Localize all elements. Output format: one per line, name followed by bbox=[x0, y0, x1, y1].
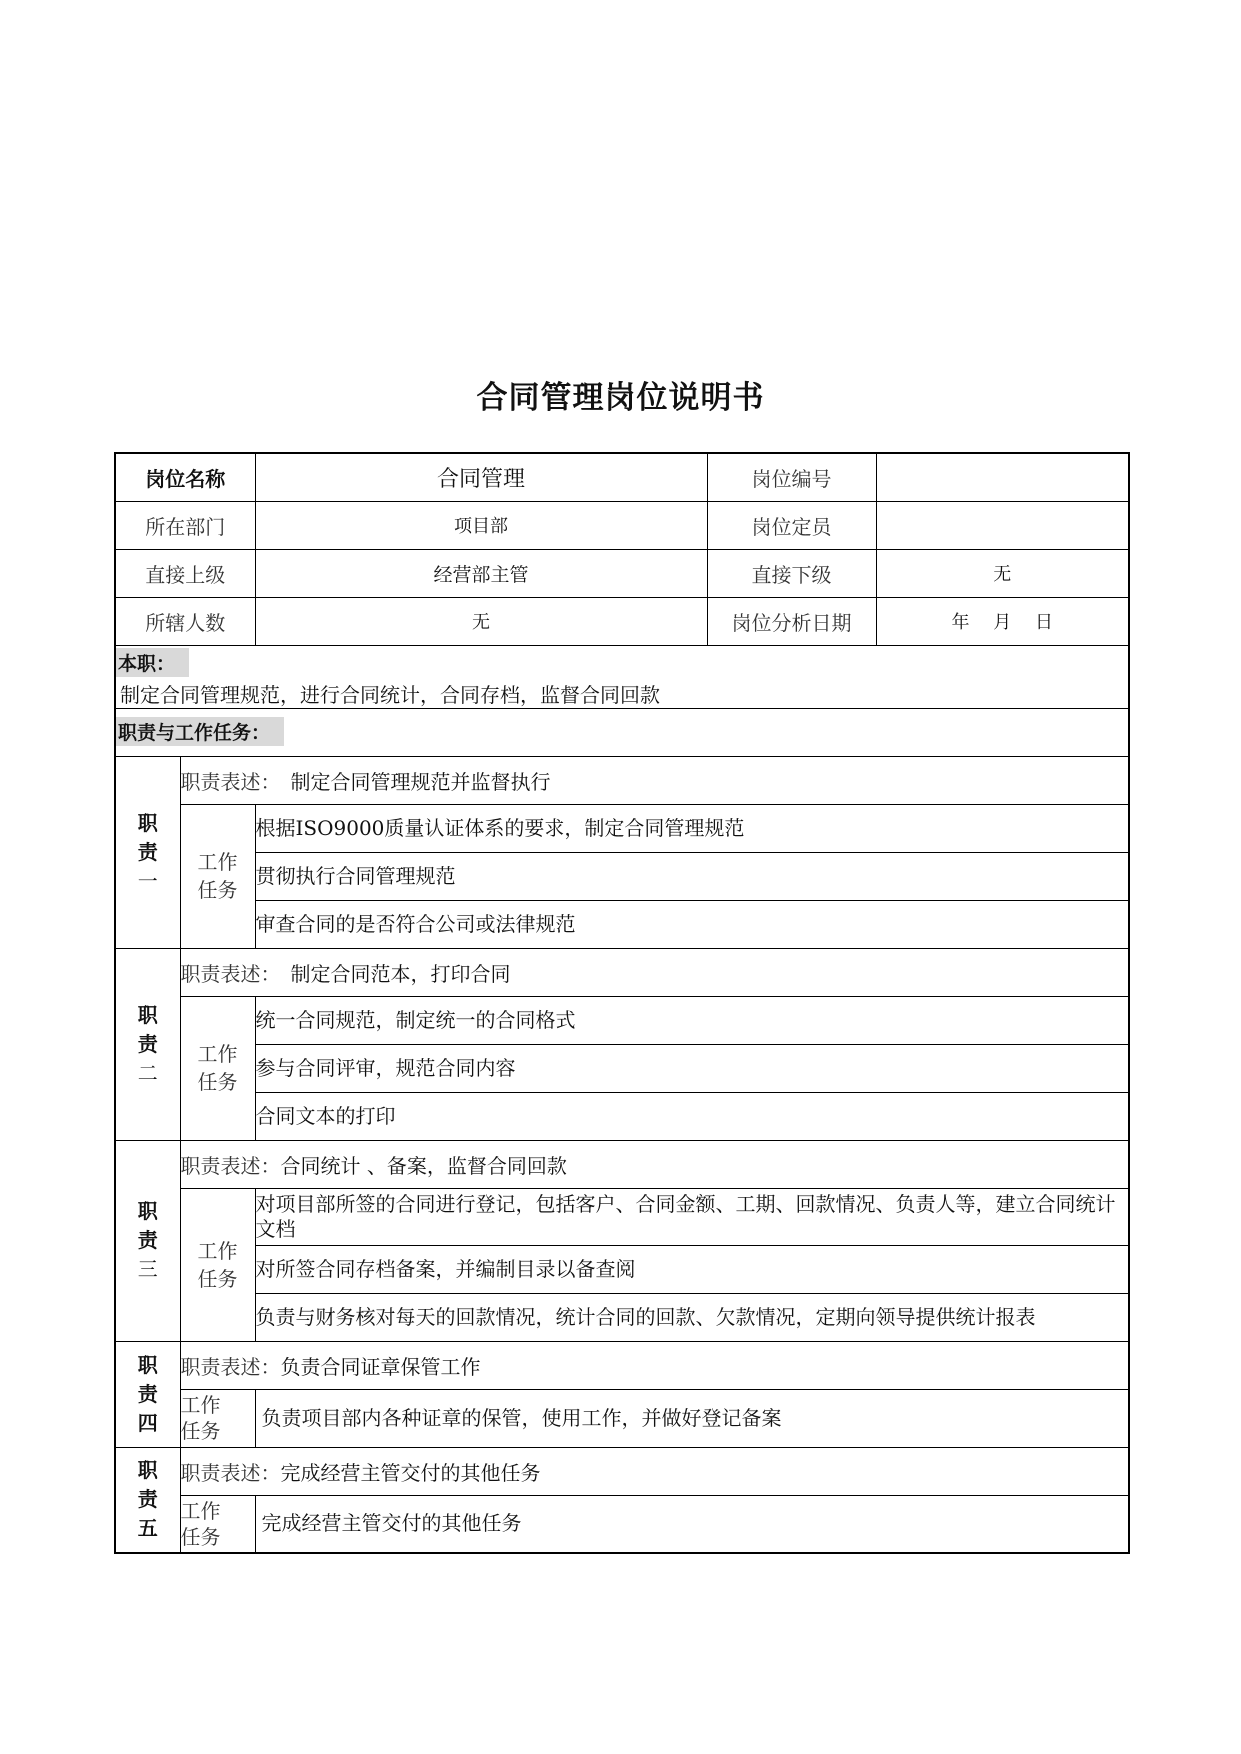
info-value: 合同管理 bbox=[255, 453, 707, 501]
summary-text: 制定合同管理规范，进行合同统计，合同存档，监督合同回款 bbox=[120, 682, 660, 707]
info-value bbox=[876, 453, 1129, 501]
task-text: 对所签合同存档备案，并编制目录以备查阅 bbox=[255, 1245, 1129, 1293]
info-value: 无 bbox=[876, 549, 1129, 597]
task-row bbox=[115, 1044, 1129, 1092]
duty-label: 职 责 三 bbox=[115, 1140, 180, 1341]
task-text: 贯彻执行合同管理规范 bbox=[255, 852, 1129, 900]
info-value: 无 bbox=[255, 597, 707, 645]
summary-heading: 本职： bbox=[116, 648, 189, 677]
task-row bbox=[115, 1293, 1129, 1341]
task-row bbox=[115, 1245, 1129, 1293]
description-text: 负责合同证章保管工作 bbox=[280, 1354, 481, 1379]
task-label: 工作 任务 bbox=[180, 804, 255, 948]
duty-description-row bbox=[115, 1447, 1129, 1495]
task-row bbox=[115, 1092, 1129, 1140]
job-spec-table bbox=[114, 452, 1130, 1554]
task-text: 对项目部所签的合同进行登记，包括客户、合同金额、工期、回款情况、负责人等，建立合同统计文档 bbox=[255, 1188, 1129, 1245]
task-row bbox=[115, 804, 1129, 852]
duty-description bbox=[180, 756, 1129, 804]
task-row bbox=[115, 996, 1129, 1044]
info-value: 年 月 日 bbox=[876, 597, 1129, 645]
description-label: 职责表述： bbox=[180, 961, 271, 986]
task-label: 工作 任务 bbox=[180, 1495, 255, 1553]
duty-label: 职 责 二 bbox=[115, 948, 180, 1140]
description-text: 完成经营主管交付的其他任务 bbox=[280, 1460, 541, 1485]
info-row bbox=[115, 453, 1129, 501]
info-label: 岗位编号 bbox=[707, 453, 876, 501]
description-text: 制定合同管理规范并监督执行 bbox=[270, 769, 551, 794]
info-value: 经营部主管 bbox=[255, 549, 707, 597]
task-text: 统一合同规范，制定统一的合同格式 bbox=[255, 996, 1129, 1044]
duty-label: 职 责 五 bbox=[115, 1447, 180, 1553]
info-value: 项目部 bbox=[255, 501, 707, 549]
task-row bbox=[115, 1188, 1129, 1245]
duty-description bbox=[180, 1447, 1129, 1495]
duty-label: 职 责 四 bbox=[115, 1341, 180, 1447]
info-row bbox=[115, 597, 1129, 645]
duty-description-row bbox=[115, 948, 1129, 996]
description-label: 职责表述： bbox=[180, 1460, 281, 1485]
duties-heading-row bbox=[115, 708, 1129, 756]
info-label: 所辖人数 bbox=[115, 597, 255, 645]
duties-heading: 职责与工作任务： bbox=[116, 717, 284, 746]
duty-description-row bbox=[115, 756, 1129, 804]
info-row bbox=[115, 501, 1129, 549]
description-text: 合同统计 、备案，监督合同回款 bbox=[280, 1153, 567, 1178]
task-text: 合同文本的打印 bbox=[255, 1092, 1129, 1140]
task-row bbox=[115, 1495, 1129, 1553]
info-label: 所在部门 bbox=[115, 501, 255, 549]
task-row bbox=[115, 1389, 1129, 1447]
description-text: 制定合同范本，打印合同 bbox=[270, 961, 511, 986]
info-label: 岗位名称 bbox=[115, 453, 255, 501]
duty-description-row bbox=[115, 1140, 1129, 1188]
description-label: 职责表述： bbox=[180, 769, 271, 794]
task-label: 工作 任务 bbox=[180, 996, 255, 1140]
info-label: 岗位定员 bbox=[707, 501, 876, 549]
task-label: 工作 任务 bbox=[180, 1188, 255, 1341]
task-label: 工作 任务 bbox=[180, 1389, 255, 1447]
task-text: 参与合同评审，规范合同内容 bbox=[255, 1044, 1129, 1092]
duty-description bbox=[180, 948, 1129, 996]
duty-description-row bbox=[115, 1341, 1129, 1389]
summary-row bbox=[115, 645, 1129, 708]
description-label: 职责表述： bbox=[180, 1153, 281, 1178]
task-row bbox=[115, 852, 1129, 900]
task-text: 负责与财务核对每天的回款情况，统计合同的回款、欠款情况，定期向领导提供统计报表 bbox=[255, 1293, 1129, 1341]
task-row bbox=[115, 900, 1129, 948]
info-value bbox=[876, 501, 1129, 549]
duty-description bbox=[180, 1140, 1129, 1188]
task-text: 完成经营主管交付的其他任务 bbox=[255, 1495, 1129, 1553]
info-label: 岗位分析日期 bbox=[707, 597, 876, 645]
duty-description bbox=[180, 1341, 1129, 1389]
task-text: 审查合同的是否符合公司或法律规范 bbox=[255, 900, 1129, 948]
task-text: 负责项目部内各种证章的保管，使用工作，并做好登记备案 bbox=[255, 1389, 1129, 1447]
task-text: 根据ISO9000质量认证体系的要求，制定合同管理规范 bbox=[255, 804, 1129, 852]
info-row bbox=[115, 549, 1129, 597]
duty-label: 职 责 一 bbox=[115, 756, 180, 948]
page-title: 合同管理岗位说明书 bbox=[476, 380, 765, 416]
description-label: 职责表述： bbox=[180, 1354, 281, 1379]
info-label: 直接上级 bbox=[115, 549, 255, 597]
info-label: 直接下级 bbox=[707, 549, 876, 597]
